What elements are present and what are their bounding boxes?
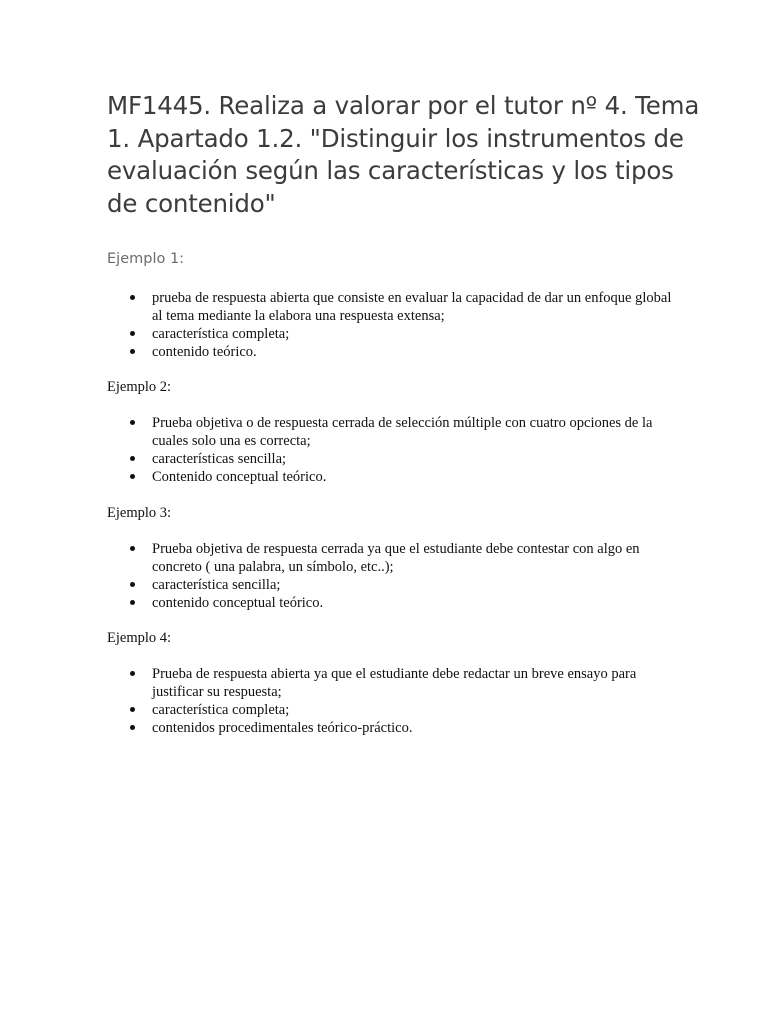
list-item: característica sencilla; bbox=[152, 576, 672, 594]
bullet-icon bbox=[130, 349, 135, 354]
example-3-heading: Ejemplo 3: bbox=[107, 505, 172, 521]
list-item: prueba de respuesta abierta que consiste en evaluar la capacidad de dar un enfoque global al tema mediante la elabora una respuesta extensa; bbox=[152, 289, 672, 325]
list-item: contenido conceptual teórico. bbox=[152, 594, 672, 612]
bullet-icon bbox=[130, 295, 135, 300]
example-4-heading: Ejemplo 4: bbox=[107, 630, 172, 646]
list-item: contenidos procedimentales teórico-práctico. bbox=[152, 719, 672, 737]
list-item: Prueba objetiva de respuesta cerrada ya que el estudiante debe contestar con algo en concreto ( una palabra, un símbolo, etc..); bbox=[152, 540, 672, 576]
example-1-list bbox=[152, 289, 672, 361]
list-item: característica completa; bbox=[152, 701, 672, 719]
bullet-icon bbox=[130, 707, 135, 712]
example-3-list bbox=[152, 540, 672, 612]
list-item: Contenido conceptual teórico. bbox=[152, 468, 672, 486]
document-title: MF1445. Realiza a valorar por el tutor nº 4. Tema 1. Apartado 1.2. "Distinguir los instrumentos de evaluación según las características y los tipos de contenido" bbox=[107, 91, 700, 218]
bullet-icon bbox=[130, 546, 135, 551]
bullet-icon bbox=[130, 331, 135, 336]
list-item: contenido teórico. bbox=[152, 343, 672, 361]
list-item: Prueba objetiva o de respuesta cerrada de selección múltiple con cuatro opciones de la cuales solo una es correcta; bbox=[152, 414, 672, 450]
bullet-icon bbox=[130, 474, 135, 479]
bullet-icon bbox=[130, 420, 135, 425]
example-2-list bbox=[152, 414, 672, 486]
bullet-icon bbox=[130, 456, 135, 461]
list-item: características sencilla; bbox=[152, 450, 672, 468]
example-1-heading: Ejemplo 1: bbox=[107, 251, 185, 267]
bullet-icon bbox=[130, 725, 135, 730]
example-4-list bbox=[152, 665, 672, 737]
bullet-icon bbox=[130, 582, 135, 587]
bullet-icon bbox=[130, 671, 135, 676]
bullet-icon bbox=[130, 600, 135, 605]
example-2-heading: Ejemplo 2: bbox=[107, 379, 172, 395]
list-item: característica completa; bbox=[152, 325, 672, 343]
list-item: Prueba de respuesta abierta ya que el estudiante debe redactar un breve ensayo para justificar su respuesta; bbox=[152, 665, 672, 701]
